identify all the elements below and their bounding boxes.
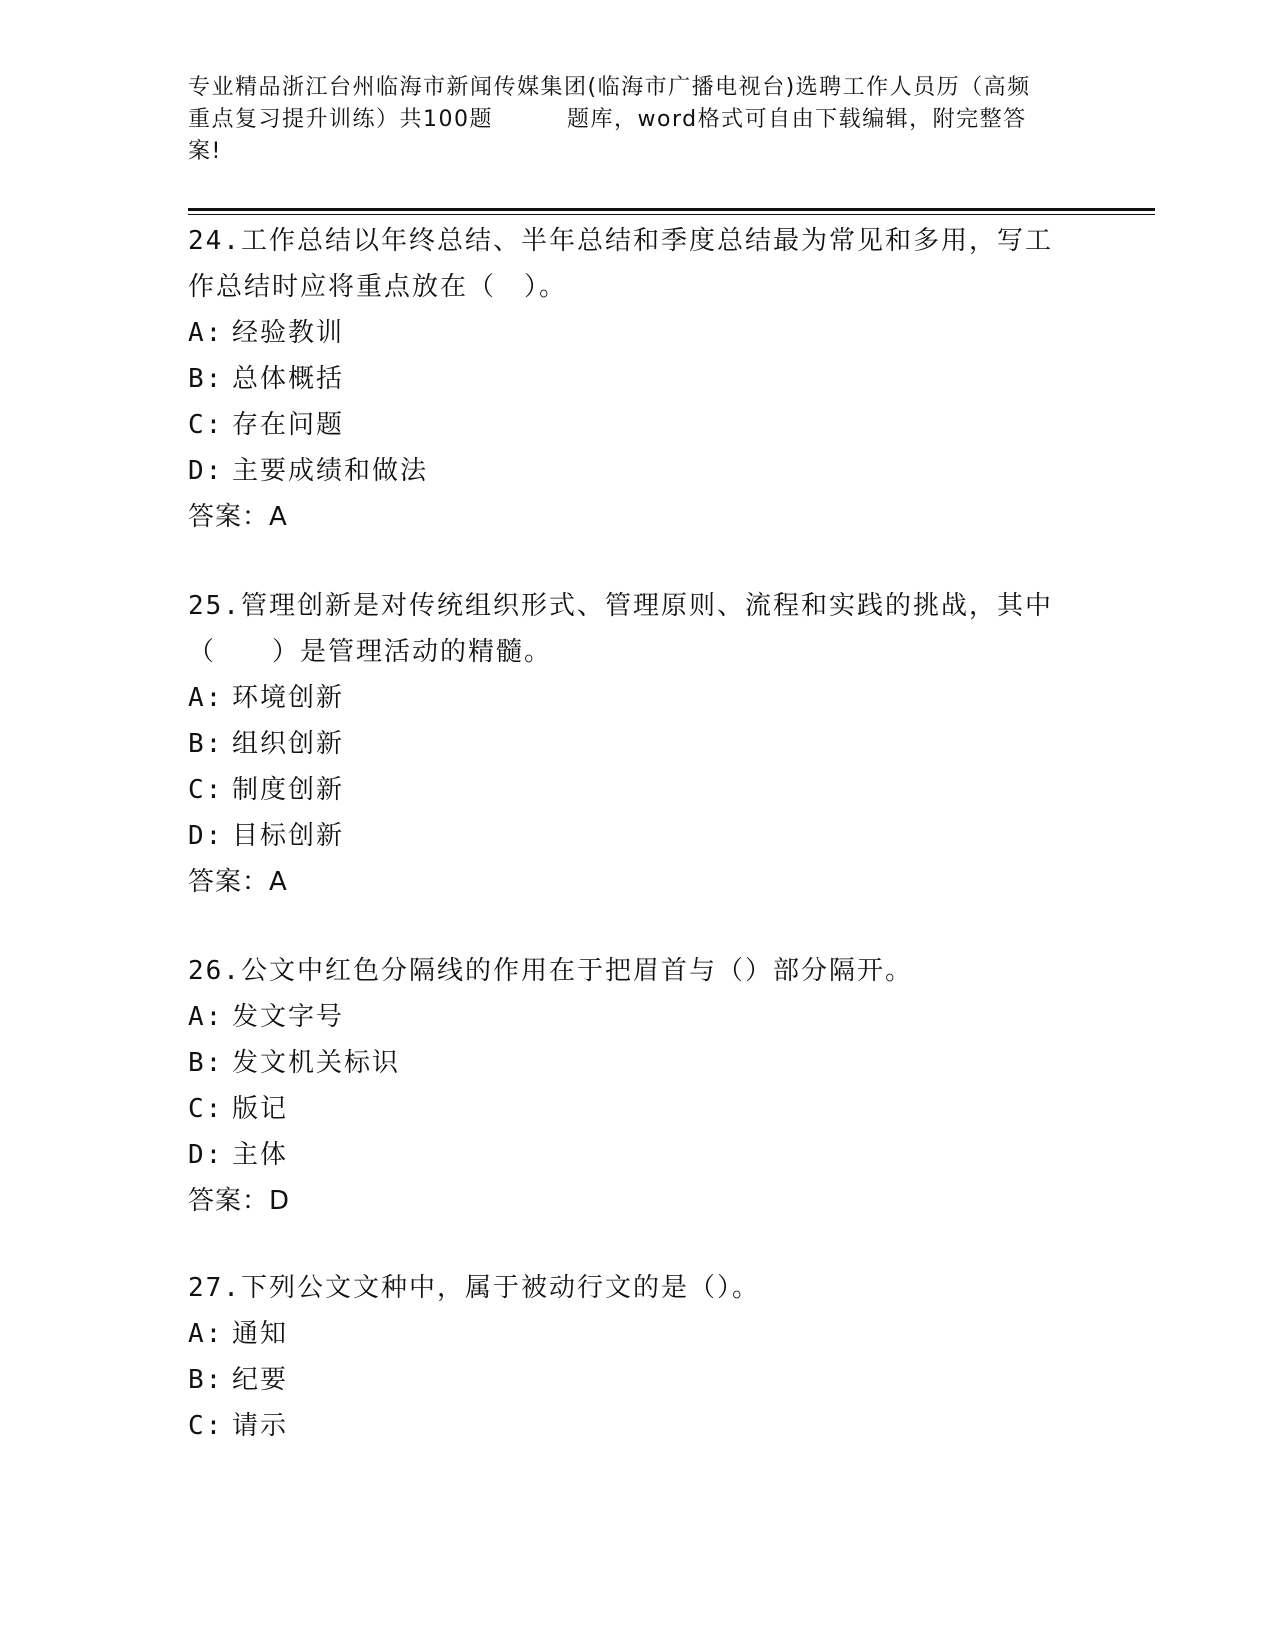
option-a bbox=[188, 675, 1088, 721]
option-letter: A: bbox=[188, 683, 224, 713]
option-b bbox=[188, 356, 1088, 402]
question-block-24 bbox=[188, 218, 1088, 540]
question-text-line-2: （ ）是管理活动的精髓。 bbox=[188, 637, 553, 667]
option-text: 制度创新 bbox=[232, 775, 345, 805]
question-text-line-2: 作总结时应将重点放在（ ）。 bbox=[188, 272, 568, 302]
document-header bbox=[188, 72, 1088, 168]
question-text-line-1: 26.公文中红色分隔线的作用在于把眉首与（）部分隔开。 bbox=[188, 956, 913, 986]
option-a bbox=[188, 994, 1088, 1040]
option-text: 目标创新 bbox=[232, 821, 345, 851]
header-line-1: 专业精品浙江台州临海市新闻传媒集团(临海市广播电视台)选聘工作人员历（高频 bbox=[188, 75, 1031, 100]
option-letter: D: bbox=[188, 1140, 224, 1170]
option-b bbox=[188, 721, 1088, 767]
header-line-2 bbox=[188, 104, 1088, 136]
option-c bbox=[188, 767, 1088, 813]
option-a bbox=[188, 1311, 1088, 1357]
answer-line: 答案：D bbox=[188, 1186, 291, 1216]
option-text: 版记 bbox=[232, 1094, 289, 1124]
option-text: 通知 bbox=[232, 1319, 289, 1349]
question-block-25 bbox=[188, 583, 1088, 905]
option-text: 发文字号 bbox=[232, 1002, 345, 1032]
option-letter: D: bbox=[188, 456, 224, 486]
option-text: 总体概括 bbox=[232, 364, 345, 394]
answer-line: 答案：A bbox=[188, 502, 288, 532]
question-text-line-1: 24.工作总结以年终总结、半年总结和季度总结最为常见和多用，写工 bbox=[188, 226, 1053, 256]
option-d bbox=[188, 1132, 1088, 1178]
option-letter: C: bbox=[188, 1094, 224, 1124]
option-d bbox=[188, 448, 1088, 494]
option-letter: A: bbox=[188, 318, 224, 348]
option-text: 发文机关标识 bbox=[232, 1048, 401, 1078]
option-text: 环境创新 bbox=[232, 683, 345, 713]
header-rule-thick bbox=[188, 208, 1155, 211]
option-text: 存在问题 bbox=[232, 410, 345, 440]
option-a bbox=[188, 310, 1088, 356]
option-letter: C: bbox=[188, 1411, 224, 1441]
option-text: 主要成绩和做法 bbox=[232, 456, 429, 486]
header-line-2-part-a: 重点复习提升训练）共100题 bbox=[188, 107, 493, 132]
option-b bbox=[188, 1040, 1088, 1086]
question-text-line-1: 25.管理创新是对传统组织形式、管理原则、流程和实践的挑战，其中 bbox=[188, 591, 1053, 621]
option-letter: B: bbox=[188, 1048, 224, 1078]
header-line-3: 案! bbox=[188, 139, 222, 164]
option-letter: B: bbox=[188, 1365, 224, 1395]
option-letter: C: bbox=[188, 775, 224, 805]
question-text-line-1: 27.下列公文文种中，属于被动行文的是（）。 bbox=[188, 1273, 760, 1303]
header-rule-thin bbox=[188, 214, 1155, 215]
option-text: 经验教训 bbox=[232, 318, 345, 348]
question-block-27 bbox=[188, 1265, 1088, 1449]
option-c bbox=[188, 1086, 1088, 1132]
option-text: 纪要 bbox=[232, 1365, 289, 1395]
option-c bbox=[188, 402, 1088, 448]
header-line-2-part-b: 题库，word格式可自由下载编辑，附完整答 bbox=[567, 107, 1027, 132]
option-text: 请示 bbox=[232, 1411, 289, 1441]
option-letter: B: bbox=[188, 364, 224, 394]
option-letter: B: bbox=[188, 729, 224, 759]
option-letter: C: bbox=[188, 410, 224, 440]
option-c bbox=[188, 1403, 1088, 1449]
option-letter: A: bbox=[188, 1319, 224, 1349]
option-letter: A: bbox=[188, 1002, 224, 1032]
question-block-26 bbox=[188, 948, 1088, 1224]
option-d bbox=[188, 813, 1088, 859]
option-text: 组织创新 bbox=[232, 729, 345, 759]
option-letter: D: bbox=[188, 821, 224, 851]
answer-line: 答案：A bbox=[188, 867, 288, 897]
option-b bbox=[188, 1357, 1088, 1403]
option-text: 主体 bbox=[232, 1140, 289, 1170]
